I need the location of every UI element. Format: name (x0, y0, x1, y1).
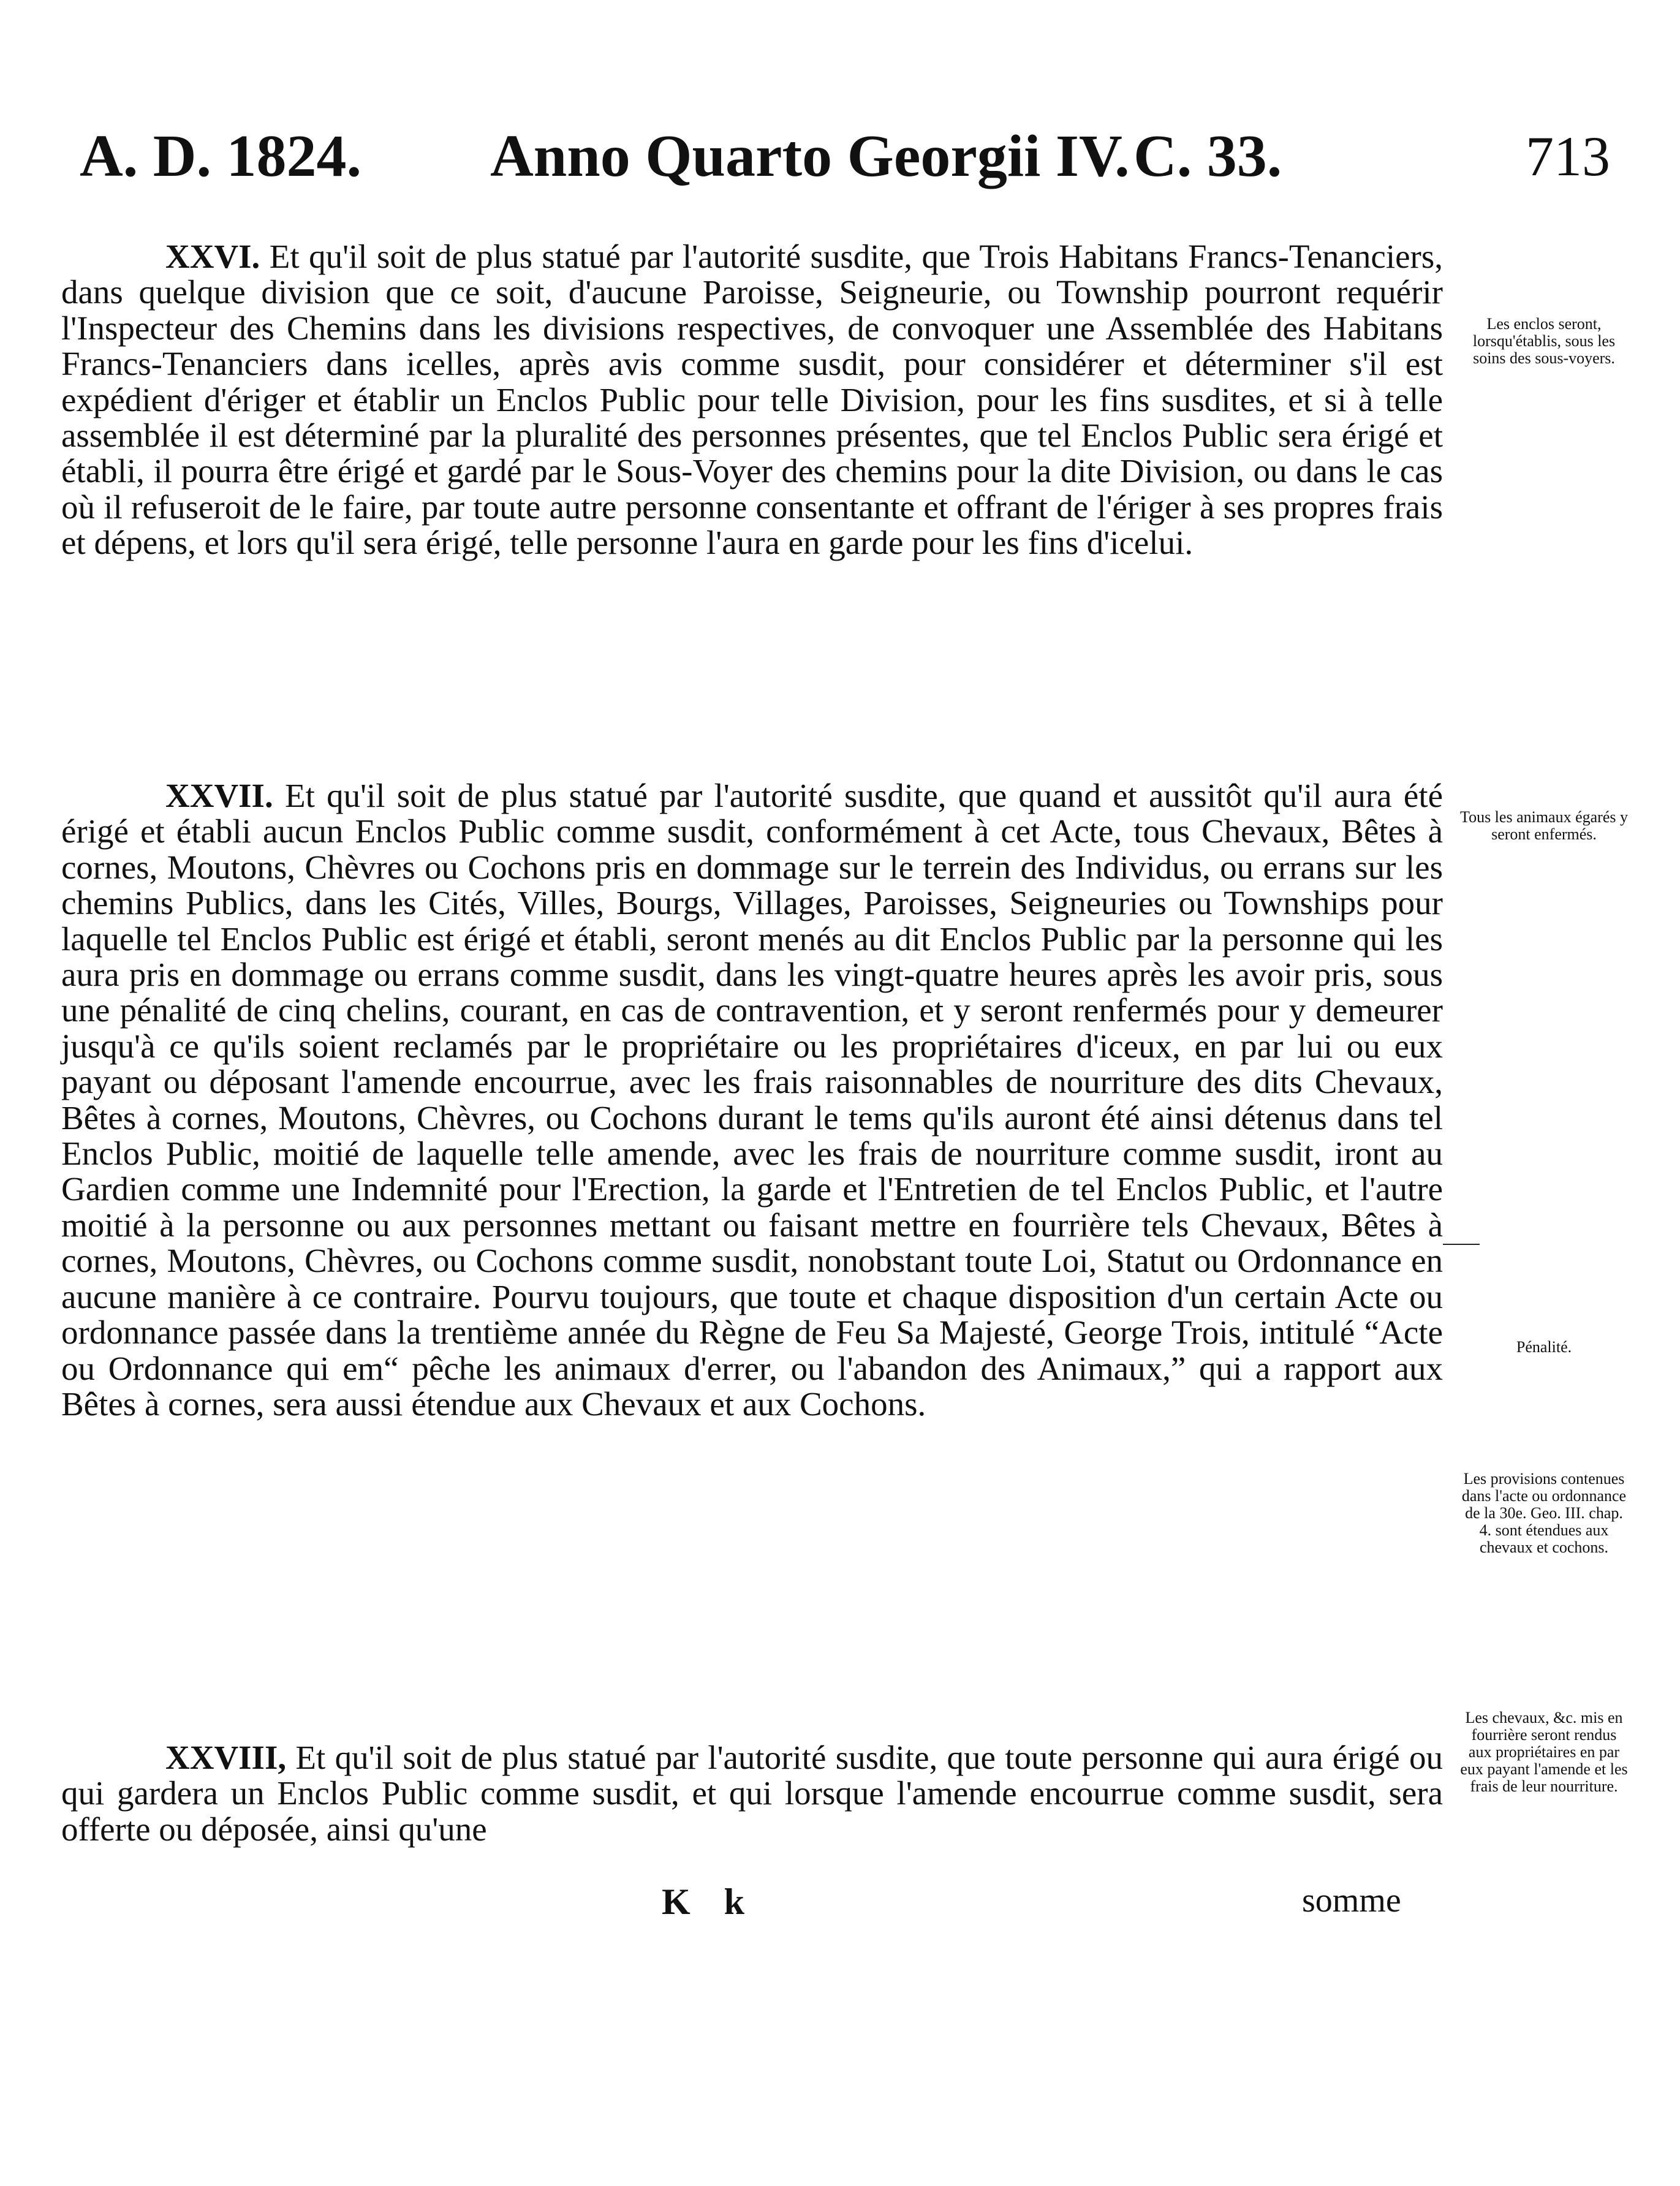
margin-note: Pénalité. (1516, 1338, 1572, 1356)
section-text: Et qu'il soit de plus statué par l'autorité susdite, que quand et aussitôt qu'il aura été érigé et établi aucun Enclos Public comme susdit, conformément à cet Acte, tous Chevaux, Bêtes à cornes, Moutons, Chèvres ou Cochons pris en dommage sur le terrein des Individus, ou errans sur les chemins Publics, dans les Cités, Villes, Bourgs, Villages, Paroisses, Seigneuries ou Townships pour laquelle tel Enclos Public est érigé et établi, seront menés au dit Enclos Public par la personne qui les aura pris en dommage ou errans comme susdit, dans les vingt-quatre heures après les avoir pris, sous une pénalité de cinq chelins, courant, en cas de contravention, et y seront renfermés pour y demeurer jusqu'à ce qu'ils soient reclamés par le propriétaire ou les propriétaires d'iceux, en par lui ou eux payant ou déposant l'amende encourrue, avec les frais raisonnables de nourriture des dits Chevaux, Bêtes à cornes, Moutons, Chèvres, ou Cochons durant le tems qu'ils auront été ainsi détenus dans tel Enclos Public, moitié de laquelle telle amende, avec les frais de nourriture comme susdit, iront au Gardien comme une Indemnité pour l'Erection, la garde et l'Entretien de tel Enclos Public, et l'autre moitié à la personne ou aux personnes mettant ou faisant mettre en fourrière tels Chevaux, Bêtes à cornes, Moutons, Chèvres, ou Cochons comme susdit, nonobstant toute Loi, Statut ou Ordonnance en aucune manière à ce contraire. Pourvu toujours, que toute et chaque disposition d'un certain Acte ou ordonnance passée dans la trentième année du Règne de Feu Sa Majesté, George Trois, intitulé “Acte ou Ordonnance qui em“ pêche les animaux d'errer, ou l'abandon des Animaux,” qui a rapport aux Bêtes à cornes, sera aussi étendue aux Chevaux et aux Cochons. (61, 777, 1444, 1423)
section-28 (61, 1740, 1443, 1847)
section-number: XXVII. (165, 777, 273, 814)
margin-note: Les chevaux, &c. mis en fourrière seront rendus aux propriétaires en par eux payant l'amende et les frais de leur nourriture. (1460, 1709, 1628, 1795)
page-number: 713 (1526, 125, 1610, 187)
catchword: somme (1302, 1882, 1401, 1919)
margin-note: Tous les animaux égarés y seront enfermés. (1460, 808, 1628, 843)
signature-mark: K k (662, 1882, 757, 1922)
margin-note: Les enclos seront, lorsqu'établis, sous les soins des sous-voyers. (1472, 315, 1616, 367)
section-text: Et qu'il soit de plus statué par l'autorité susdite, que Trois Habitans Francs-Tenanciers, dans quelque division que ce soit, d'aucune Paroisse, Seigneurie, ou Township pourront requérir l'Inspecteur des Chemins dans les divisions respectives, de convoquer une Assemblée des Habitans Francs-Tenanciers dans icelles, après avis comme susdit, pour considérer et déterminer s'il est expédient d'ériger et établir un Enclos Public pour telle Division, pour les fins susdites, et si à telle assemblée il est déterminé par la pluralité des personnes présentes, que tel Enclos Public sera érigé et établi, il pourra être érigé et gardé par le Sous-Voyer des chemins pour la dite Division, ou dans le cas où il refuseroit de le faire, par toute autre personne consentante et offrant de l'ériger à ses propres frais et dépens, et lors qu'il sera érigé, telle personne l'aura en garde pour les fins d'icelui. (61, 238, 1443, 562)
margin-note: Les provisions contenues dans l'acte ou ordonnance de la 30e. Geo. III. chap. 4. sont étendues aux chevaux et cochons. (1461, 1470, 1627, 1556)
header-year: A. D. 1824. (80, 123, 362, 189)
section-number: XXVI. (165, 238, 260, 275)
section-number: XXVIII, (165, 1739, 287, 1776)
margin-rule (1443, 1244, 1480, 1245)
section-text: Et qu'il soit de plus statué par l'autorité susdite, que toute personne qui aura érigé ou qui gardera un Enclos Public comme susdit, et qui lorsque l'amende encourrue comme susdit, sera offerte ou déposée, ainsi qu'une (61, 1739, 1443, 1848)
section-26 (61, 239, 1443, 561)
running-header (80, 110, 1636, 214)
header-chapter: C. 33. (1133, 123, 1282, 189)
section-27 (61, 778, 1443, 1422)
header-regnal-title: Anno Quarto Georgii IV. (490, 123, 1130, 189)
